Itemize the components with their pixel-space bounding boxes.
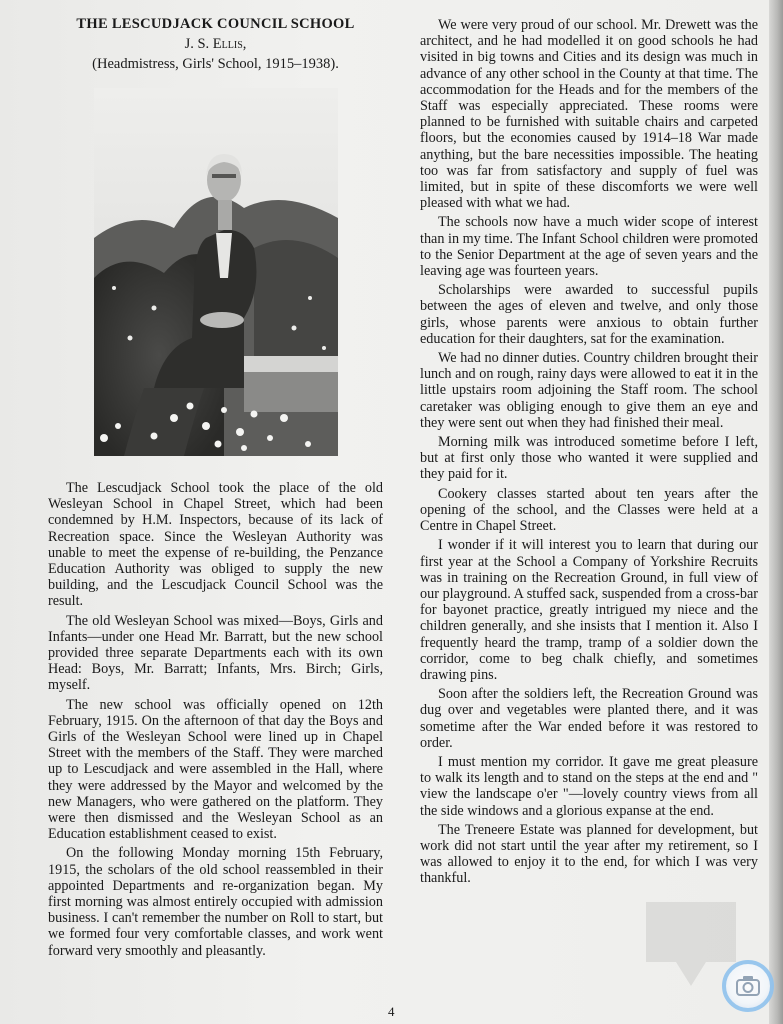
camera-zoom-icon[interactable] (722, 960, 774, 1012)
body-paragraph: On the following Monday morning 15th February, 1915, the scholars of the old school reassembled in their appointed Departments and re-organization began. My first morning was almost entirely occupied with admission business. I can't remember the number on Roll to start, but we formed four very comfortable classes, and work went forward very smoothly and pleasantly. (48, 845, 383, 959)
body-paragraph: I wonder if it will interest you to learn that during our first year at the School a Company of Yorkshire Recruits was in training on the Recreation Ground, in full view of our playground. A stuffed sack, suspended from a cross-bar for bayonet practice, greatly intrigued my niece and the children generally, and she insists that I mention it. Also I frequently heard the tramp, tramp of a soldier down the corridor, come to beg chalk chiefly, and sometimes drawing pins. (420, 537, 758, 683)
body-paragraph: The new school was officially opened on 12th February, 1915. On the afternoon of that day the Boys and Girls of the Wesleyan School were lined up in Chapel Street with the members of the Staff. They were marched up to Lescudjack and were assembled in the Hall, where they were addressed by the Mayor and welcomed by the new Managers, who were gathered on the platform. They were then dismissed and the Wesleyan School as an Education establishment ceased to exist. (48, 696, 383, 843)
left-column (48, 14, 383, 959)
article-author-role: (Headmistress, Girls' School, 1915–1938). (92, 56, 339, 72)
right-column (420, 14, 758, 887)
page-number: 4 (388, 1004, 395, 1019)
body-paragraph: We had no dinner duties. Country children brought their lunch and on rough, rainy days were allowed to eat it in the little upstairs room adjoining the Staff room. The school caretaker was obliging enough to give them an eye and they were sent out when they had finished their meal. (420, 350, 758, 431)
body-paragraph: We were very proud of our school. Mr. Drewett was the architect, and he had modelled it on good schools he had visited in big towns and Cities and its design was much in advance of any other school in the County at that time. The accommodation for the Heads and for the members of the Staff was especially appreciated. These rooms were planned to be furnished with suitable chairs and carpeted floors, but the economies caused by 1914–18 War made anything, but the bare necessities impossible. The heating too was far from satisfactory and supply of fuel was limited, but in spite of these discomforts we were well pleased with what we had. (420, 17, 758, 212)
body-paragraph: I must mention my corridor. It gave me great pleasure to walk its length and to stand on the steps at the end and " view the landscape o'er "—lovely country views from all the side windows and a glorious expanse at the end. (420, 753, 758, 819)
article-author: J. S. Ellis, (184, 36, 247, 52)
article-title: THE LESCUDJACK COUNCIL SCHOOL (76, 16, 355, 32)
body-paragraph: The old Wesleyan School was mixed—Boys, Girls and Infants—under one Head Mr. Barratt, but the new school provided three separate Departments each with its own Head: Boys, Mr. Barratt; Infants, Mrs. Birch; Girls, myself. (48, 612, 383, 694)
body-paragraph: Soon after the soldiers left, the Recreation Ground was dug over and vegetables were planted there, and it was sometime after the War ended before it was restored to order. (420, 686, 758, 751)
body-paragraph: The Lescudjack School took the place of the old Wesleyan School in Chapel Street, which had been condemned by H.M. Inspectors, because of its lack of Recreation space. Since the Wesleyan Authority was unable to meet the expense of re-building, the Penzance Education Authority was obliged to supply the new building, and the Lescudjack Council School was the result. (48, 480, 383, 610)
page-edge (769, 0, 783, 1024)
headmistress-portrait-photo (94, 88, 338, 456)
body-paragraph: The schools now have a much wider scope of interest than in my time. The Infant School children were promoted to the Senior Department at the age of seven years and the leaving age was fourteen years. (420, 214, 758, 280)
body-paragraph: Cookery classes started about ten years after the opening of the school, and the Classes were held at a Centre in Chapel Street. (420, 485, 758, 535)
body-paragraph: Morning milk was introduced sometime before I left, but at first only those who wanted it were supplied and they paid for it. (420, 434, 758, 483)
body-paragraph: Scholarships were awarded to successful pupils between the ages of eleven and twelve, and only those girls, whose parents were anxious to obtain further education for their daughters, sat for the examination. (420, 282, 758, 347)
body-paragraph: The Treneere Estate was planned for development, but work did not start until the year after my retirement, so I was allowed to enjoy it to the end, for which I was very thankful. (420, 821, 758, 887)
